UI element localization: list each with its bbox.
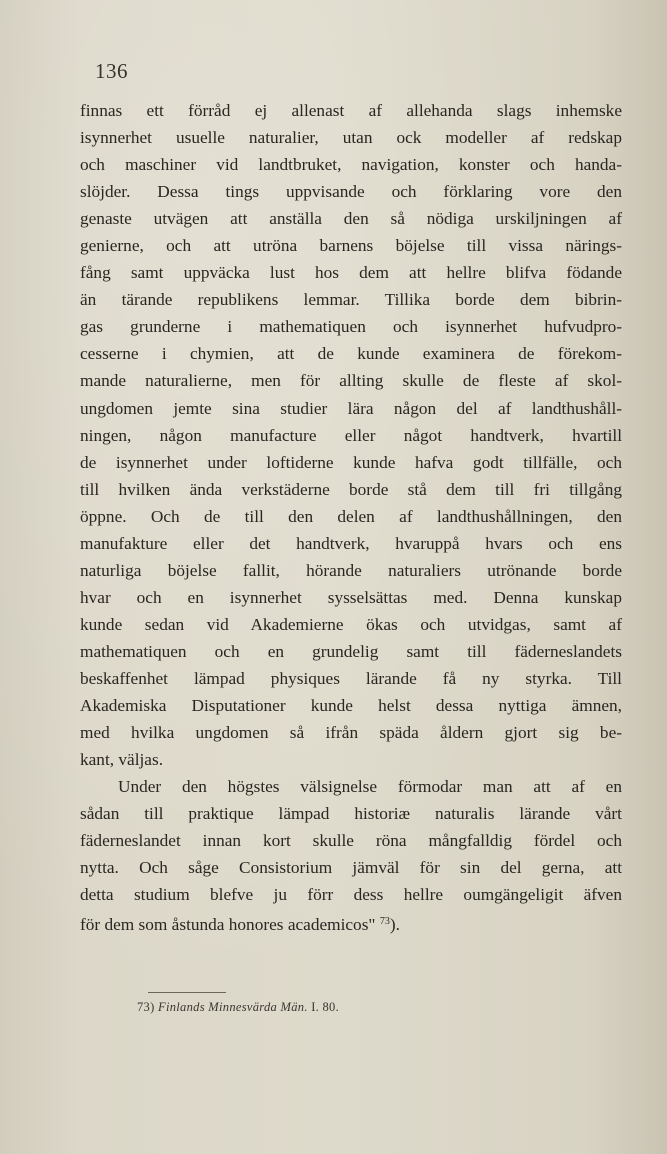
text-line: Under den högstes välsignelse förmodar man att af en (118, 777, 622, 797)
text-line: detta studium blefve ju förr dess hellre oumgängeligit äfven (80, 885, 622, 905)
text-line: genierne, och att utröna barnens böjelse till vissa närings- (80, 236, 622, 256)
footnote-reference-text: I. 80. (311, 1000, 340, 1014)
text-line: ungdomen jemte sina studier lära någon del af landthushåll- (80, 398, 622, 418)
text-line: kunde sedan vid Akademierne ökas och utvidgas, samt af (80, 614, 622, 634)
text-line: hvar och en isynnerhet sysselsättas med. Denna kunskap (80, 587, 622, 607)
footnote-title: Finlands Minnesvärda Män. (158, 1000, 308, 1014)
text-line: manufakture eller det handtverk, hvaruppå hvars och ens (80, 533, 622, 553)
text-line: isynnerhet usuelle naturalier, utan ock modeller af redskap (80, 128, 622, 148)
text-line: finnas ett förråd ej allenast af allehanda slags inhemske (80, 101, 622, 120)
footnote-reference: 73 (379, 916, 390, 928)
text-line: fäderneslandet innan kort skulle röna mångfalldig fördel och (80, 831, 622, 851)
footnote (137, 1000, 339, 1015)
text-line-content: för dem som åstunda honores academicos" (80, 915, 376, 935)
text-line-with-footnote (80, 908, 622, 935)
text-line: de isynnerhet under loftiderne kunde hafva godt tillfälle, och (80, 452, 622, 472)
text-line: mande naturalierne, men för allting skulle de fleste af skol- (80, 371, 622, 391)
text-line: öppne. Och de till den delen af landthushållningen, den (80, 506, 622, 526)
text-line: till hvilken ända verkstäderne borde stå dem till fri tillgång (80, 479, 622, 499)
footnote-divider (148, 992, 226, 993)
paragraph-2 (80, 773, 622, 935)
text-line: mathematiquen och en grundelig samt till fäderneslandets (80, 641, 622, 661)
text-line: fång samt uppväcka lust hos dem att hellre blifva födande (80, 263, 622, 283)
footnote-number: 73) (137, 1000, 155, 1014)
paragraph-1 (80, 97, 622, 773)
text-line: slöjder. Dessa tings uppvisande och förklaring vore den (80, 182, 622, 202)
text-line: cesserne i chymien, att de kunde examinera de förekom- (80, 344, 622, 364)
text-line: sådan till praktique lämpad historiæ naturalis lärande vårt (80, 804, 622, 824)
text-line: och maschiner vid landtbruket, navigation, konster och handa- (80, 155, 622, 175)
text-line: Akademiska Disputationer kunde helst dessa nyttiga ämnen, (80, 696, 622, 716)
text-line: ningen, någon manufacture eller något handtverk, hvartill (80, 425, 622, 445)
text-line: genaste utvägen att anställa den så nödiga urskiljningen af (80, 209, 622, 229)
text-line: gas grunderne i mathematiquen och isynnerhet hufvudpro- (80, 317, 622, 337)
text-line: beskaffenhet lämpad physiques lärande få ny styrka. Till (80, 668, 622, 688)
end-punctuation: ). (389, 915, 400, 935)
text-line: naturliga böjelse fallit, hörande naturaliers utrönande borde (80, 560, 622, 580)
text-line: nytta. Och såge Consistorium jämväl för sin del gerna, att (80, 858, 622, 878)
text-line: kant, väljas. (80, 750, 164, 770)
text-line: med hvilka ungdomen så ifrån späda åldern gjort sig be- (80, 723, 622, 743)
page-number: 136 (95, 59, 128, 83)
text-line: än tärande republikens lemmar. Tillika borde dem bibrin- (80, 290, 622, 310)
body-text (80, 97, 622, 935)
